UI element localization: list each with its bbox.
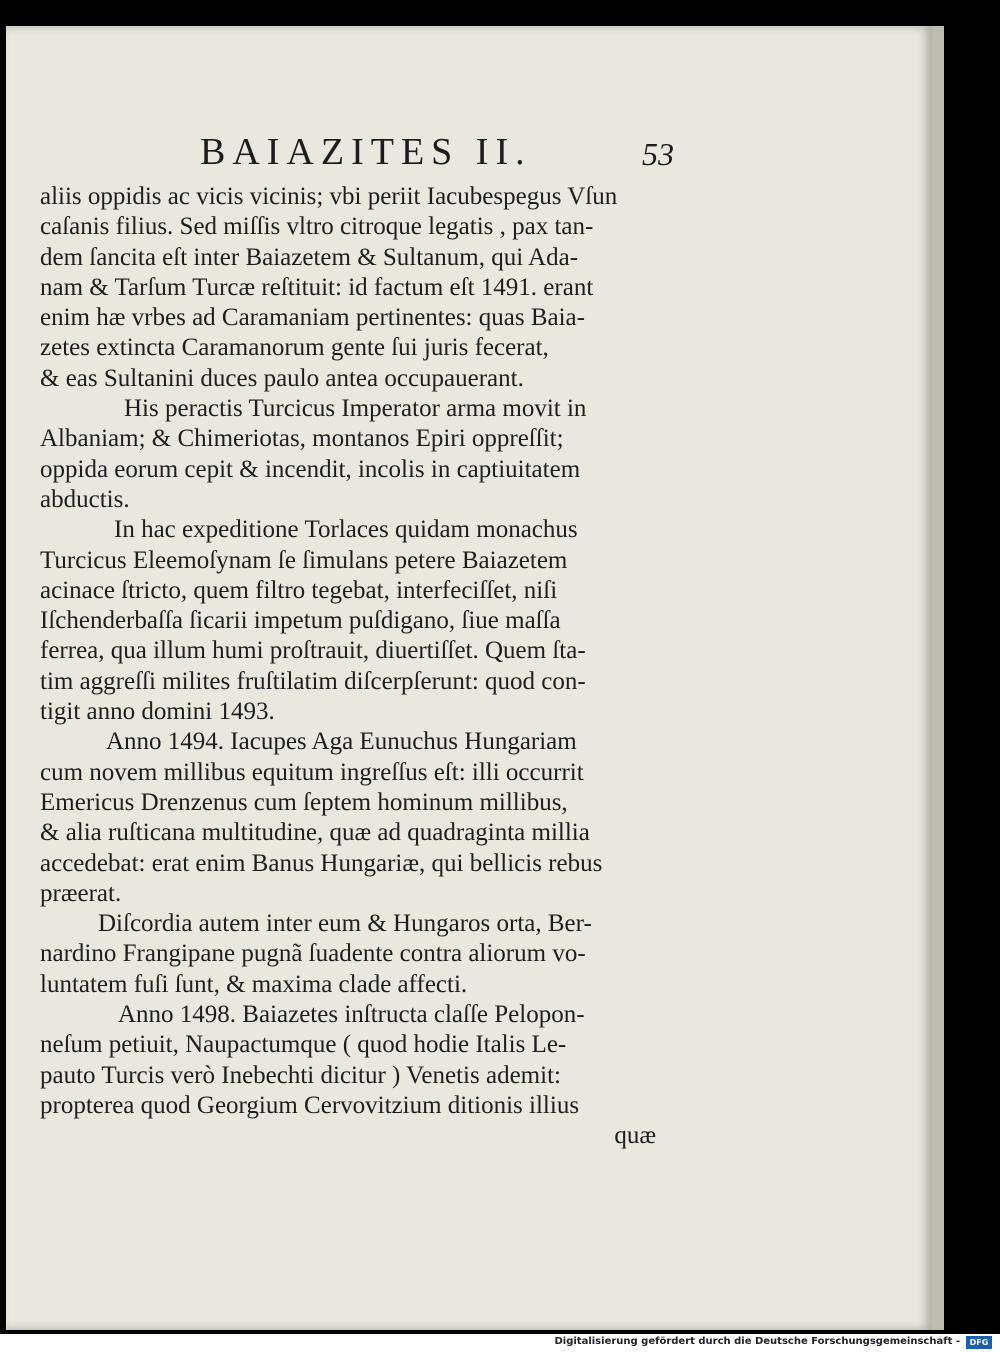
text-line: Emericus Drenzenus cum ſeptem hominum millibus, xyxy=(40,788,568,816)
text-line: tim aggreſſi milites fruſtilatim diſcerpſerunt: quod con- xyxy=(40,667,586,695)
text-line: & alia ruſticana multitudine, quæ ad quadraginta millia xyxy=(40,819,590,847)
text-line: accedebat: erat enim Banus Hungariæ, qui bellicis rebus xyxy=(40,849,603,877)
page-edge xyxy=(932,26,944,1330)
footer-bar xyxy=(0,1334,1000,1352)
text-line: enim hæ vrbes ad Caramaniam pertinentes: quas Baia- xyxy=(40,304,585,332)
catchword: quæ xyxy=(614,1122,656,1150)
text-line: tigit anno domini 1493. xyxy=(40,698,275,726)
text-line: propterea quod Georgium Cervovitzium ditionis illius xyxy=(40,1091,580,1119)
text-line: dem ſancita eſt inter Baiazetem & Sultanum, qui Ada- xyxy=(40,243,579,271)
text-line: caſanis filius. Sed miſſis vltro citroque legatis , pax tan- xyxy=(40,213,594,241)
page-number: 53 xyxy=(642,136,674,172)
text-line: oppida eorum cepit & incendit, incolis in captiuitatem xyxy=(40,455,581,483)
text-line: & eas Sultanini duces paulo antea occupauerant. xyxy=(40,364,524,392)
text-line: His peractis Turcicus Imperator arma movit in xyxy=(124,395,587,423)
text-line: Anno 1498. Baiazetes inſtructa claſſe Pelopon- xyxy=(118,1001,585,1029)
text-line: Turcicus Eleemoſynam ſe ſimulans petere Baiazetem xyxy=(40,546,568,574)
text-line: pauto Turcis verò Inebechti dicitur ) Venetis ademit: xyxy=(40,1061,561,1089)
text-line: Anno 1494. Iacupes Aga Eunuchus Hungariam xyxy=(106,728,577,756)
text-line: Albaniam; & Chimeriotas, montanos Epiri oppreſſit; xyxy=(40,425,564,453)
text-line: nam & Tarſum Turcæ reſtituit: id factum eſt 1491. erant xyxy=(40,273,594,301)
text-line: cum novem millibus equitum ingreſſus eſt: illi occurrit xyxy=(40,758,584,786)
text-line: abductis. xyxy=(40,485,130,513)
text-line: luntatem fuſi ſunt, & maxima clade affecti. xyxy=(40,970,468,998)
text-line: acinace ſtricto, quem filtro tegebat, interfeciſſet, niſi xyxy=(40,576,558,604)
dfg-logo: DFG xyxy=(966,1336,992,1349)
text-line: ferrea, qua illum humi proſtrauit, diuertiſſet. Quem ſta- xyxy=(40,637,586,665)
running-head xyxy=(200,130,680,186)
text-line: neſum petiuit, Naupactumque ( quod hodie Italis Le- xyxy=(40,1031,567,1059)
text-line: præerat. xyxy=(40,879,122,907)
text-line: In hac expeditione Torlaces quidam monachus xyxy=(114,516,578,544)
text-line: Iſchenderbaſſa ſicarii impetum puſdigano, ſiue maſſa xyxy=(40,607,561,635)
text-line: aliis oppidis ac vicis vicinis; vbi periit Iacubespegus Vſun xyxy=(40,183,618,210)
text-line: nardino Frangipane pugnã ſuadente contra aliorum vo- xyxy=(40,940,586,968)
footer-credit: Digitalisierung gefördert durch die Deutsche Forschungsgemeinschaft - xyxy=(554,1336,960,1347)
running-title: BAIAZITES II. xyxy=(200,131,532,173)
body-text xyxy=(40,182,664,1152)
text-line: Diſcordia autem inter eum & Hungaros orta, Ber- xyxy=(98,910,592,938)
text-line: zetes extincta Caramanorum gente ſui juris fecerat, xyxy=(40,334,549,362)
